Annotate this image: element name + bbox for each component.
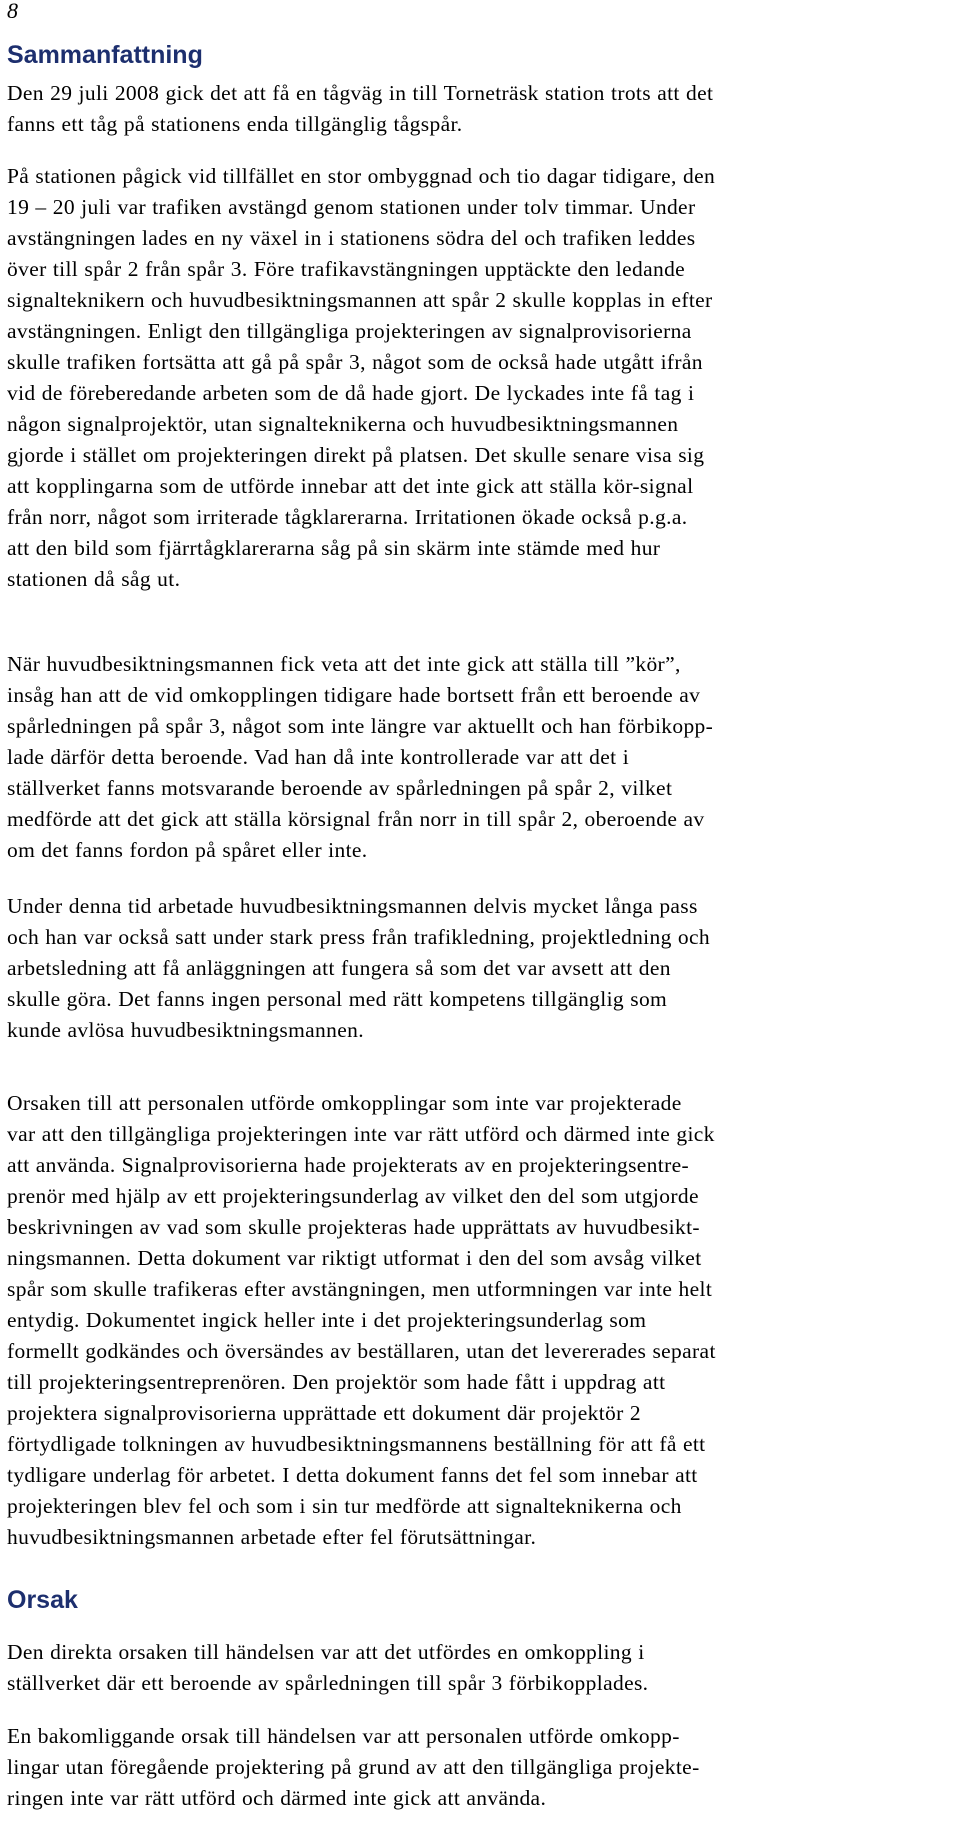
summary-paragraph-5: Orsaken till att personalen utförde omkopplingar som inte var projekterade var att den tillgängliga projekteringen inte var rätt utförd och därmed inte gick att använda. Signalprovisorierna hade projekterats av en projekteringsentre- prenör med hjälp av ett projekteringsunderlag av vilket den del som utgjorde beskrivningen av vad som skulle projekteras hade upprättats av huvudbesikt- ningsmannen. Detta dokument var riktigt utformat i den del som avsåg vilket spår som skulle trafikeras efter avstängningen, men utformningen var inte helt entydig. Dokumentet ingick heller inte i det projekteringsunderlag som formellt godkändes och översändes av beställaren, utan det levererades separat till projekteringsentreprenören. Den projektör som hade fått i uppdrag att projektera signalprovisorierna upprättade ett dokument där projektör 2 förtydligade tolkningen av huvudbesiktningsmannens beställning för att få ett tydligare underlag för arbetet. I detta dokument fanns det fel som innebar att projekteringen blev fel och som i sin tur medförde att signalteknikerna och huvudbesiktningsmannen arbetade efter fel förutsättningar.	[7, 1091, 716, 1549]
summary-paragraph-3: När huvudbesiktningsmannen fick veta att det inte gick att ställa till ”kör”, insåg han att de vid omkopplingen tidigare hade bortsett från ett beroende av spårledningen på spår 3, något som inte längre var aktuellt och han förbikopp- lade därför detta beroende. Vad han då inte kontrollerade var att det i ställverket fanns motsvarande beroende av spårledningen på spår 2, vilket medförde att det gick att ställa körsignal från norr in till spår 2, oberoende av om det fanns fordon på spåret eller inte.	[7, 652, 714, 862]
section-heading-summary: Sammanfattning	[7, 41, 203, 69]
summary-paragraph-4: Under denna tid arbetade huvudbesiktningsmannen delvis mycket långa pass och han var också satt under stark press från trafikledning, projektledning och arbetsledning att få anläggningen att fungera så som det var avsett att den skulle göra. Det fanns ingen personal med rätt kompetens tillgänglig som kunde avlösa huvudbesiktningsmannen.	[7, 894, 711, 1042]
cause-paragraph-1: Den direkta orsaken till händelsen var att det utfördes en omkoppling i ställverket där ett beroende av spårledningen till spår 3 förbikopplades.	[7, 1640, 649, 1695]
section-heading-cause: Orsak	[7, 1586, 78, 1614]
summary-paragraph-1: Den 29 juli 2008 gick det att få en tågväg in till Torneträsk station trots att det fanns ett tåg på stationens enda tillgänglig tågspår.	[7, 81, 714, 136]
summary-paragraph-2: På stationen pågick vid tillfället en stor ombyggnad och tio dagar tidigare, den 19 – 20 juli var trafiken avstängd genom stationen under tolv timmar. Under avstängningen lades en ny växel in i stationens södra del och trafiken leddes över till spår 2 från spår 3. Före trafikavstängningen upptäckte den ledande signalteknikern och huvudbesiktningsmannen att spår 2 skulle kopplas in efter avstängningen. Enligt den tillgängliga projekteringen av signalprovisorierna skulle trafiken fortsätta att gå på spår 3, något som de också hade utgått ifrån vid de föreberedande arbeten som de då hade gjort. De lyckades inte få tag i någon signalprojektör, utan signalteknikerna och huvudbesiktningsmannen gjorde i stället om projekteringen direkt på platsen. Det skulle senare visa sig att kopplingarna som de utförde innebar att det inte gick att ställa kör-signal från norr, något som irriterade tågklarerarna. Irritationen ökade också p.g.a. att den bild som fjärrtågklarerarna såg på sin skärm inte stämde med hur stationen då såg ut.	[7, 164, 716, 591]
page-number: 8	[7, 0, 18, 23]
cause-paragraph-2: En bakomliggande orsak till händelsen var att personalen utförde omkopp- lingar utan föregående projektering på grund av att den tillgängliga projekte- ringen inte var rätt utförd och därmed inte gick att använda.	[7, 1724, 700, 1810]
